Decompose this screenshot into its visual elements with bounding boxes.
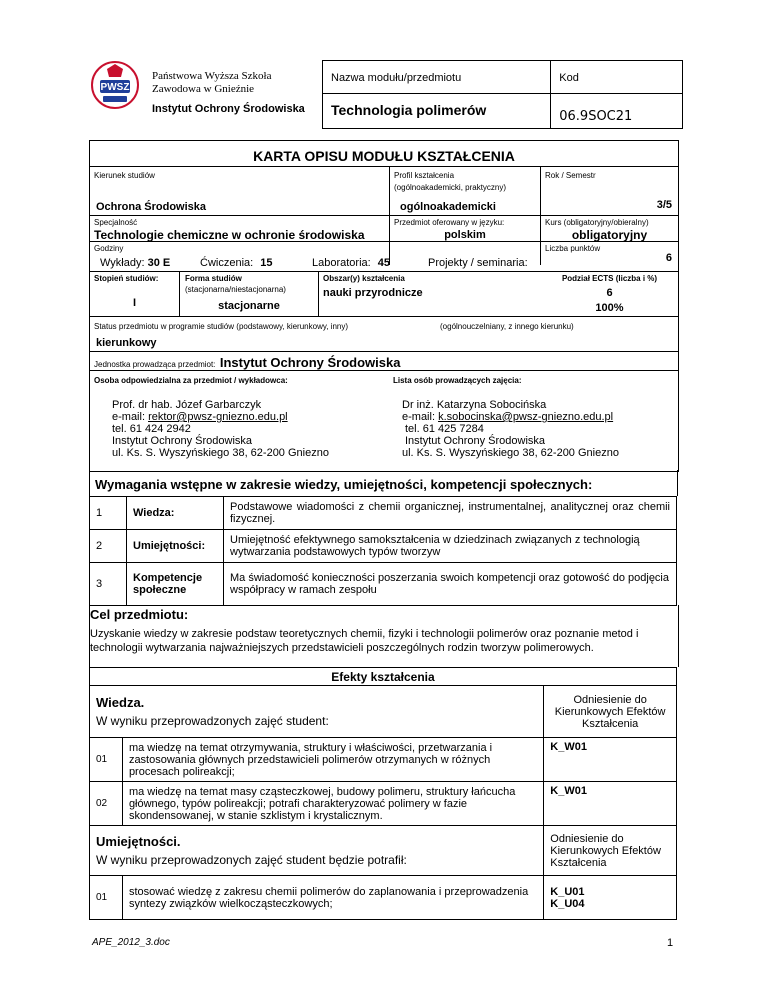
jednostka-value: Instytut Ochrony Środowiska	[219, 355, 401, 370]
ects-label: Podział ECTS (liczba i %)	[561, 274, 658, 283]
wiedza-ref: K_W01	[544, 782, 677, 826]
forma-label: Forma studiów	[185, 274, 242, 283]
wiedza-title: Wiedza.	[96, 695, 145, 710]
module-label: Nazwa modułu/przedmiotu	[331, 72, 462, 84]
umiej-row	[90, 876, 677, 920]
wiedza-num: 01	[90, 738, 123, 782]
req-label: Kompetencje społeczne	[127, 563, 224, 606]
godziny-label: Godziny	[94, 244, 124, 253]
umiej-title: Umiejętności.	[96, 834, 181, 849]
school-logo	[90, 60, 140, 110]
status-label: Status przedmiotu w programie studiów (podstawowy, kierunkowy, inny)	[94, 322, 349, 331]
laboratoria-value: 45	[377, 257, 391, 269]
stopien-value: I	[132, 297, 137, 309]
umiej-sub: W wyniku przeprowadzonych zajęć student będzie potrafił:	[96, 853, 407, 867]
umiej-ref-2: K_U04	[550, 897, 585, 910]
svg-text:PWSZ: PWSZ	[100, 82, 130, 93]
cel-section	[89, 605, 679, 667]
requirement-row	[90, 497, 677, 530]
ects-value: 6	[606, 287, 613, 299]
jednostka-label: Jednostka prowadząca przedmiot:	[94, 360, 216, 369]
umiej-header	[90, 826, 544, 876]
laboratoria-label: Laboratoria:	[312, 257, 371, 269]
req-text: Ma świadomość konieczności poszerzania swoich kompetencji oraz gotowość do podjęcia współpracy w ramach zespołu	[224, 563, 677, 606]
code-value-cell	[551, 94, 683, 129]
person1-address: ul. Ks. S. Wyszyńskiego 38, 62-200 Gniezno	[112, 447, 329, 459]
person1-email-prefix: e-mail:	[112, 411, 149, 423]
person2-block	[402, 399, 619, 459]
efekty-table	[89, 667, 677, 920]
obszar-value: nauki przyrodnicze	[323, 287, 423, 299]
odniesienie-header: Odniesienie do Kierunkowych Efektów Kształcenia	[544, 686, 677, 738]
card-title: KARTA OPISU MODUŁU KSZTAŁCENIA	[253, 148, 515, 164]
profil-value: ogólnoakademicki	[400, 201, 496, 213]
person2-unit: Instytut Ochrony Środowiska	[405, 435, 546, 447]
wiedza-text: ma wiedzę na temat masy cząsteczkowej, budowy polimeru, struktury łańcucha głównego, typów polireakcji; potrafi charakteryzować polimery w fazie skondensowanej, w stanie szklistym i krystalicznym.	[122, 782, 543, 826]
wiedza-row	[90, 738, 677, 782]
wiedza-num: 02	[90, 782, 123, 826]
wiedza-sub: W wyniku przeprowadzonych zajęć student:	[96, 714, 329, 728]
module-name-cell	[323, 94, 551, 129]
umiej-ref-1: K_U01	[550, 885, 585, 898]
requirements-title: Wymagania wstępne w zakresie wiedzy, umiejętności, kompetencji społecznych:	[95, 477, 593, 492]
code-label-cell	[551, 61, 683, 94]
cwiczenia-label: Ćwiczenia:	[200, 257, 254, 269]
req-text: Umiejętność efektywnego samokształcenia w dziedzinach związanych z technologią wytwarzania podstawowych typów tworzyw	[224, 530, 677, 563]
requirements-table	[89, 496, 677, 606]
person2-address: ul. Ks. S. Wyszyńskiego 38, 62-200 Gniezno	[402, 447, 619, 459]
jezyk-label: Przedmiot oferowany w języku:	[394, 218, 505, 227]
kurs-label: Kurs (obligatoryjny/obieralny)	[545, 218, 649, 227]
specjalnosc-value: Technologie chemiczne w ochronie środowiska	[94, 228, 365, 242]
req-label: Wiedza:	[127, 497, 224, 530]
school-name: Państwowa Wyższa Szkoła Zawodowa w Gnieźnie	[152, 70, 272, 95]
specjalnosc-label: Specjalność	[94, 218, 138, 227]
wyklady-value: 30 E	[147, 257, 171, 269]
module-header-table	[322, 60, 683, 129]
institute-name: Instytut Ochrony Środowiska	[152, 103, 305, 115]
status-sub: (ogólnouczelniany, z innego kierunku)	[440, 322, 574, 331]
person1-tel: tel. 61 424 2942	[112, 423, 191, 435]
rok-value: 3/5	[656, 199, 672, 211]
wiedza-row	[90, 782, 677, 826]
cel-title: Cel przedmiotu:	[90, 607, 189, 622]
status-value: kierunkowy	[96, 337, 157, 349]
umiej-text: stosować wiedzę z zakresu chemii polimerów do zaplanowania i przeprowadzenia syntezy związków wielkocząsteczkowych;	[122, 876, 543, 920]
person2-email-link[interactable]: k.sobocinska@pwsz-gniezno.edu.pl	[438, 411, 614, 423]
person1-email-line	[112, 411, 329, 423]
kurs-value: obligatoryjny	[571, 228, 648, 242]
page-number: 1	[667, 937, 674, 949]
person2-email-prefix: e-mail:	[402, 411, 439, 423]
stopien-label: Stopień studiów:	[94, 274, 159, 283]
requirement-row	[90, 530, 677, 563]
jezyk-value: polskim	[444, 229, 486, 241]
wiedza-ref: K_W01	[544, 738, 677, 782]
wyklady-label: Wykłady:	[100, 257, 145, 269]
umiej-refs	[544, 876, 677, 920]
odniesienie-header-2: Odniesienie do Kierunkowych Efektów Kształcenia	[544, 826, 677, 876]
obszar-label: Obszar(y) kształcenia	[323, 274, 405, 283]
person1-unit: Instytut Ochrony Środowiska	[112, 435, 253, 447]
profil-label: Profil kształcenia	[394, 171, 455, 180]
cwiczenia-field	[200, 257, 273, 269]
punkty-value: 6	[665, 252, 672, 264]
person1-email-link[interactable]: rektor@pwsz-gniezno.edu.pl	[148, 411, 288, 423]
cel-text: Uzyskanie wiedzy w zakresie podstaw teoretycznych chemii, fizyki i technologii polimerów oraz poznanie metod i technologii wytwarzania najważniejszych przedstawicieli poszczególnych rodzin tworzyw polimerowych.	[90, 628, 639, 654]
laboratoria-field	[312, 257, 390, 269]
req-text: Podstawowe wiadomości z chemii organicznej, instrumentalnej, analitycznej oraz chemii fizycznej.	[224, 497, 677, 530]
profil-sub: (ogólnoakademicki, praktyczny)	[394, 183, 507, 192]
lista-label: Lista osób prowadzących zajęcia:	[393, 376, 522, 385]
footer-doc-name: APE_2012_3.doc	[92, 937, 170, 948]
umiej-num: 01	[90, 876, 123, 920]
person2-tel: tel. 61 425 7284	[405, 423, 484, 435]
forma-value: stacjonarne	[218, 300, 280, 312]
module-card	[89, 140, 679, 472]
req-num: 3	[90, 563, 127, 606]
req-num: 1	[90, 497, 127, 530]
punkty-label: Liczba punktów	[545, 244, 601, 253]
wyklady-field	[100, 257, 170, 269]
kierunek-label: Kierunek studiów	[94, 171, 155, 180]
cwiczenia-value: 15	[260, 257, 273, 269]
module-name: Technologia polimerów	[331, 102, 487, 118]
code-value: 06.9SOC21	[559, 109, 633, 124]
module-label-cell	[323, 61, 551, 94]
rok-label: Rok / Semestr	[545, 171, 596, 180]
person2-email-line	[402, 411, 619, 423]
person1-block	[112, 399, 329, 459]
projekty-label: Projekty / seminaria:	[428, 257, 528, 269]
ects-percent: 100%	[595, 302, 624, 314]
forma-sub: (stacjonarna/niestacjonarna)	[185, 285, 286, 294]
code-label: Kod	[559, 72, 579, 84]
req-num: 2	[90, 530, 127, 563]
requirement-row	[90, 563, 677, 606]
req-label: Umiejętności:	[127, 530, 224, 563]
efekty-title: Efekty kształcenia	[90, 668, 677, 686]
person2-name: Dr inż. Katarzyna Sobocińska	[402, 399, 547, 411]
kierunek-value: Ochrona Środowiska	[96, 201, 207, 213]
wiedza-header	[90, 686, 544, 738]
wiedza-text: ma wiedzę na temat otrzymywania, struktury i właściwości, przetwarzania i zastosowania głównych przedstawicieli polimerów otrzymanych w różnych procesach polireakcji;	[122, 738, 543, 782]
osoba-label: Osoba odpowiedzialna za przedmiot / wykładowca:	[94, 376, 288, 385]
person1-name: Prof. dr hab. Józef Garbarczyk	[112, 399, 262, 411]
